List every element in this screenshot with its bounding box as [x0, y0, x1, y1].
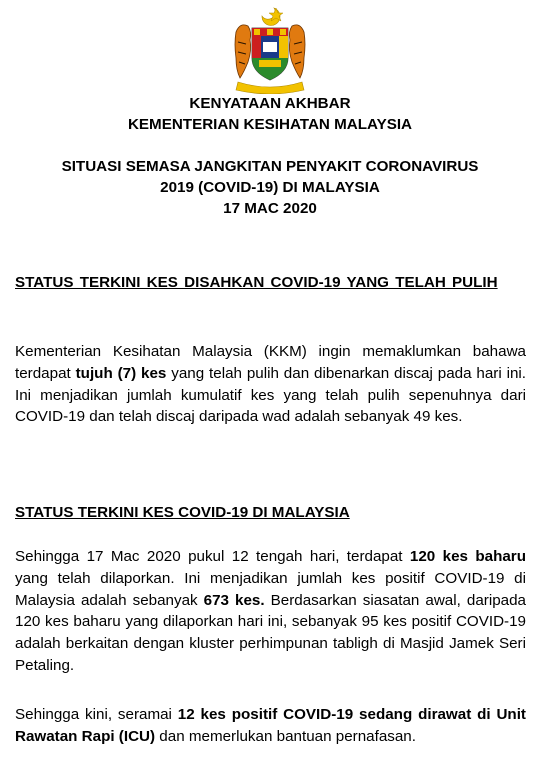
section-2-p2-text-b: 12 kes positif COVID-19 sedang dirawat di Unit Rawatan Rapi (ICU)	[15, 706, 526, 745]
header-line-3: SITUASI SEMASA JANGKITAN PENYAKIT CORONAVIRUS	[61, 158, 479, 175]
section-1-paragraph	[15, 341, 526, 428]
section-2-text-b: 120 kes baharu	[409, 548, 526, 565]
section-2-text-a: Sehingga 17 Mac 2020 pukul 12 tengah hari, terdapat	[15, 548, 410, 565]
header-line-1: KENYATAAN AKHBAR	[189, 95, 351, 112]
section-2-text-d: 673 kes.	[203, 591, 265, 609]
section-1-text-b: tujuh (7) kes	[75, 364, 167, 382]
section-1-heading: STATUS TERKINI KES DISAHKAN COVID-19 YANG TELAH PULIH	[15, 274, 498, 291]
coat-of-arms-logo	[232, 2, 308, 94]
section-1-text-a: Kementerian Kesihatan Malaysia (KKM) ingin memaklumkan bahawa terdapat	[15, 343, 526, 382]
section-2-paragraph-1	[15, 546, 526, 677]
section-2-heading: STATUS TERKINI KES COVID-19 DI MALAYSIA	[15, 504, 350, 521]
header-line-5: 17 MAC 2020	[223, 200, 317, 217]
section-2-text-e: Berdasarkan siasatan awal, daripada 120 kes baharu yang dilaporkan hari ini, sebanyak 95 kes positif COVID-19 adalah berkaitan dengan kluster perhimpunan tabligh di Masjid Jamek Seri Petaling.	[15, 591, 526, 674]
section-2-paragraph-2	[15, 704, 526, 748]
header-line-2: KEMENTERIAN KESIHATAN MALAYSIA	[127, 116, 413, 133]
section-1-text-c: yang telah pulih dan dibenarkan discaj pada hari ini. Ini menjadikan jumlah kumulatif kes yang telah pulih sepenuhnya dari COVID-19 dan telah discaj daripada wad adalah sebanyak 49 kes.	[15, 364, 527, 426]
section-2-text-c: yang telah dilaporkan. Ini menjadikan jumlah kes positif COVID-19 di Malaysia adalah sebanyak	[15, 569, 526, 609]
header-line-4: 2019 (COVID-19) DI MALAYSIA	[160, 179, 380, 196]
section-2-p2-text-c: dan memerlukan bantuan pernafasan.	[155, 727, 416, 745]
section-2-p2-text-a: Sehingga kini, seramai	[15, 706, 178, 723]
